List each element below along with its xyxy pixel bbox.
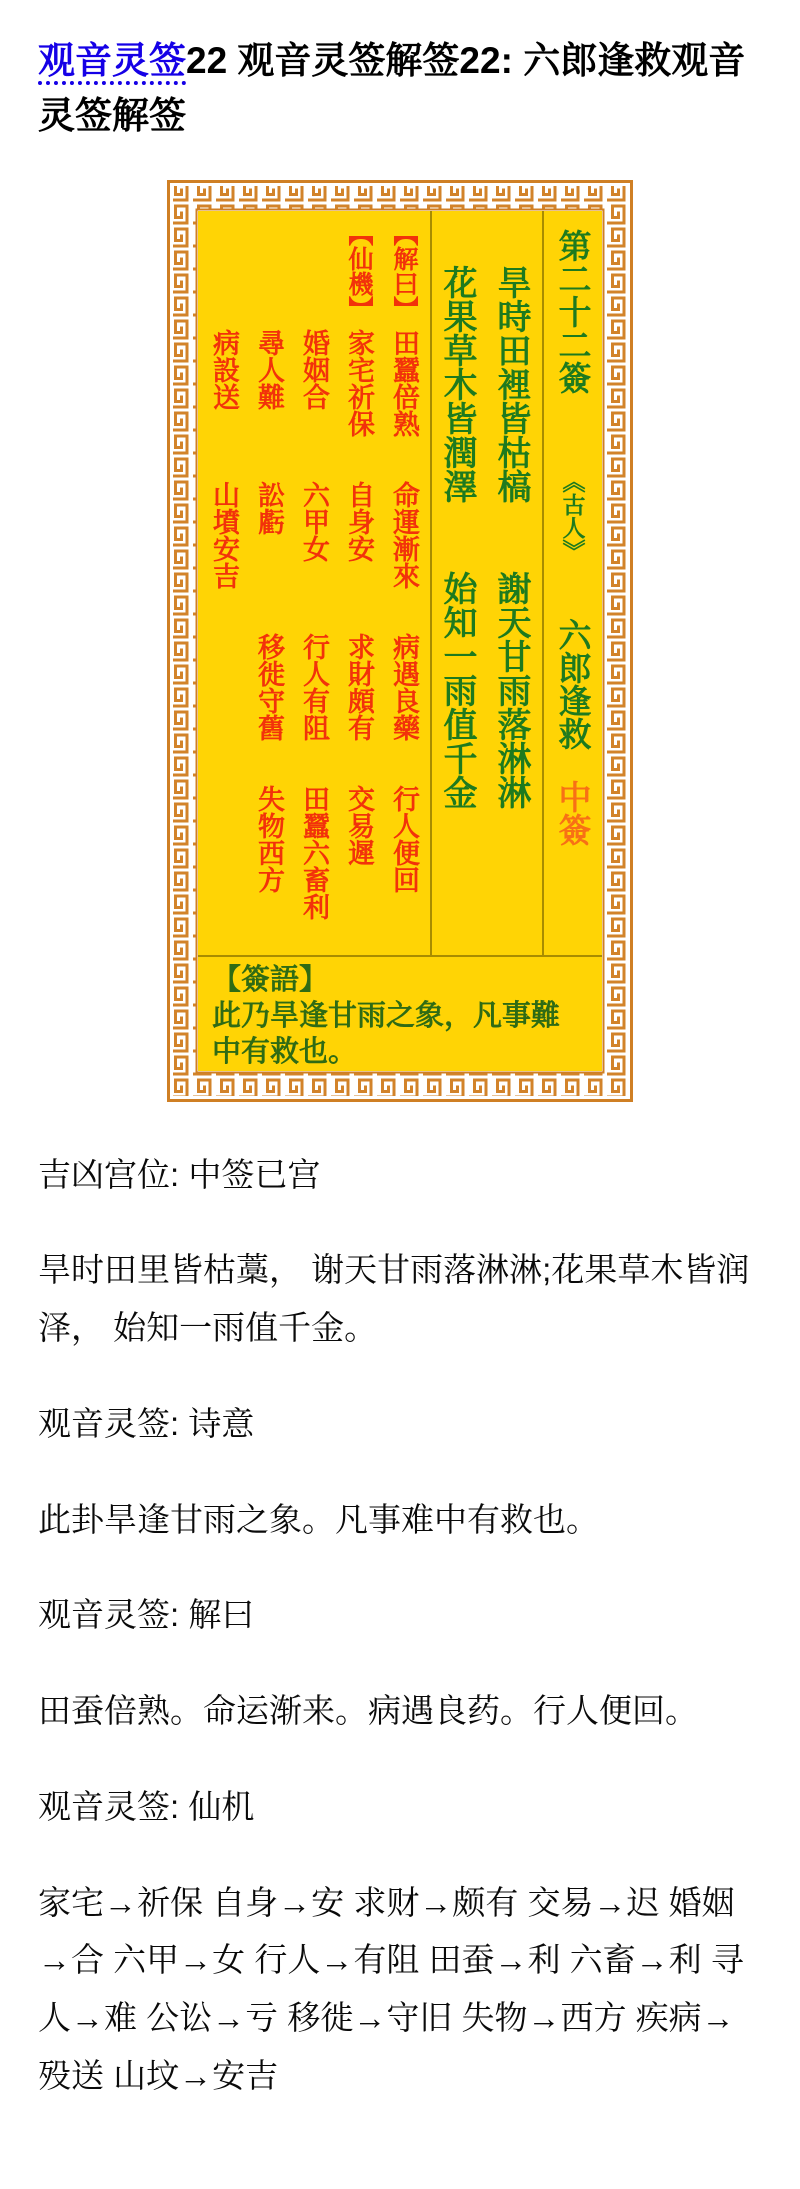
xianji-item: 失物西方	[254, 784, 284, 893]
page-title-rest: 22 观音灵签解签22: 六郎逢救观音灵签解签	[38, 40, 746, 136]
section-text-xianji: 家宅→祈保 自身→安 求财→颇有 交易→迟 婚姻→合 六甲→女 行人→有阻 田蚕→利 六畜→利 寻人→难 公讼→亏 移徙→守旧 失物→西方 疾病→殁送 山坟→安吉	[38, 1883, 744, 2094]
sign-story: 六郎逢救	[554, 617, 592, 750]
xianji-column-3	[246, 221, 291, 955]
sign-grade: 中簽	[554, 779, 592, 846]
xianji-item: 病設送	[209, 328, 239, 410]
palace-line: 吉凶宫位: 中签已宫	[38, 1155, 321, 1193]
poem-phrase: 旱時田裡皆枯槁	[492, 264, 530, 503]
xianji-item: 訟虧	[254, 480, 284, 535]
xianji-item: 婚姻合	[299, 328, 329, 410]
sign-number: 第二十二簽	[554, 228, 592, 394]
poem-phrase: 始知一雨值千金	[438, 570, 476, 809]
jieyu-item: 病遇良藥	[389, 632, 419, 741]
xianji-item: 行人有阻	[299, 632, 329, 741]
section-title-xianji: 观音灵签: 仙机	[38, 1787, 255, 1825]
xianji-column-2	[291, 221, 336, 955]
poem-line-2	[430, 265, 484, 955]
fortune-card-image	[167, 180, 633, 1102]
card-poem-panel	[432, 211, 544, 955]
xianji-item: 求財頗有	[344, 632, 374, 741]
xianji-item: 移徙守舊	[254, 632, 284, 741]
section-title-shiyi: 观音灵签: 诗意	[38, 1404, 255, 1442]
xianji-column-1	[336, 221, 381, 955]
page	[0, 34, 800, 2189]
poem-line-1	[484, 265, 538, 955]
xianji-item: 山墳安吉	[209, 480, 239, 589]
jieyu-item: 田蠶倍熟	[389, 328, 419, 437]
xianji-header: 【仙機】	[345, 220, 373, 321]
article-body	[0, 1102, 800, 2189]
guanyin-lingqian-link[interactable]: 观音灵签	[38, 40, 186, 85]
jieyu-column	[381, 221, 426, 955]
sign-words-text: 此乃旱逢甘雨之象，凡事難中有救也。	[212, 999, 561, 1068]
xianji-item: 田蠶六畜利	[299, 784, 329, 920]
poem-phrase: 謝天甘雨落淋淋	[492, 570, 530, 809]
section-title-jieyue: 观音灵签: 解曰	[38, 1596, 255, 1634]
card-title-panel	[544, 211, 602, 955]
sign-category: 《古人》	[559, 469, 586, 562]
section-text-shiyi: 此卦旱逢甘雨之象。凡事难中有救也。	[38, 1500, 599, 1538]
card-sign-words	[198, 955, 602, 1071]
xianji-item: 家宅祈保	[344, 328, 374, 437]
card-main	[198, 211, 602, 955]
section-text-jieyue: 田蚕倍熟。命运渐来。病遇良药。行人便回。	[38, 1692, 698, 1729]
page-title	[38, 34, 762, 144]
xianji-column-4	[201, 221, 246, 955]
card-interpretation-panel	[198, 211, 432, 955]
poem-text: 旱时田里皆枯藁， 谢天甘雨落淋淋;花果草木皆润泽， 始知一雨值千金。	[38, 1251, 750, 1346]
xianji-item: 交易遲	[344, 784, 374, 866]
sign-words-header: 【簽語】	[212, 963, 329, 996]
xianji-item: 自身安	[344, 480, 374, 562]
jieyu-header: 【解曰】	[390, 220, 418, 321]
jieyu-item: 行人便回	[389, 784, 419, 893]
xianji-item: 六甲女	[299, 480, 329, 562]
jieyu-item: 命運漸來	[389, 480, 419, 589]
card-inner	[198, 211, 602, 1071]
poem-phrase: 花果草木皆潤澤	[438, 264, 476, 503]
xianji-item: 尋人難	[254, 328, 284, 410]
